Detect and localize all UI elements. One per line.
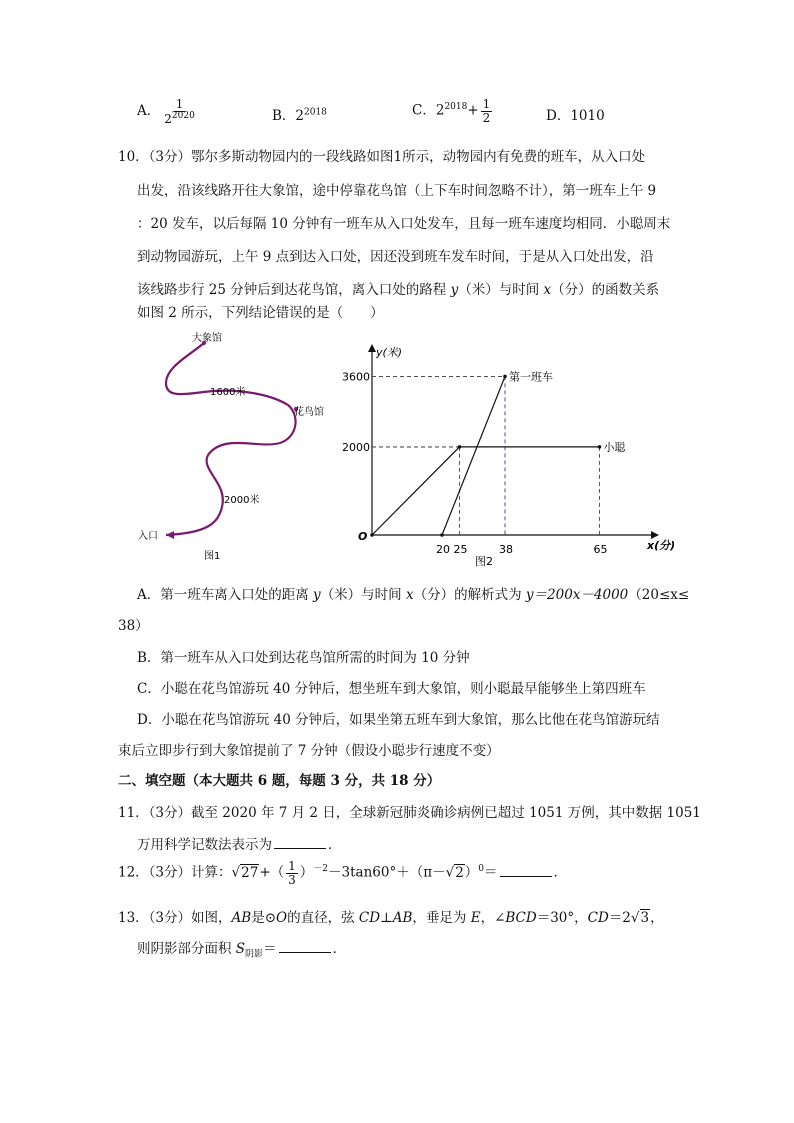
var: S xyxy=(235,941,246,957)
q10-choice-c: C．小聪在花鸟馆游玩 40 分钟后，想坐班车到大象馆，则小聪最早能够坐上第四班车 xyxy=(137,681,646,697)
base: 2 xyxy=(164,111,172,126)
x-axis-arrow-icon xyxy=(651,531,659,539)
entrance-arrow-icon xyxy=(166,531,174,539)
data-point xyxy=(503,375,507,379)
q9-option-c xyxy=(412,98,494,124)
label-entrance: 入口 xyxy=(138,531,158,542)
exponent: 2020 xyxy=(171,110,195,121)
subscript: 阴影 xyxy=(245,949,264,960)
var-y: y xyxy=(450,282,459,298)
option-label: C． xyxy=(412,102,436,119)
label-bird-hall: 花鸟馆 xyxy=(294,407,324,418)
text: 则阴影部分面积 xyxy=(137,941,236,957)
text: ＝30°， xyxy=(536,910,588,926)
q10-choice-d-line-2: 束后立即步行到大象馆提前了 7 分钟（假设小聪步行速度不变） xyxy=(118,743,500,759)
data-point xyxy=(440,533,444,537)
x-axis-label: x(分) xyxy=(647,539,676,552)
fraction xyxy=(162,98,197,125)
var: CD xyxy=(587,910,609,926)
q9-option-b xyxy=(272,104,327,124)
q10-line-6: 如图 2 所示，下列结论错误的是（ ） xyxy=(137,305,384,321)
chart-title: 图2 xyxy=(475,555,493,568)
var: O xyxy=(276,910,288,926)
text: ＝ xyxy=(484,864,498,881)
text: （米）与时间 xyxy=(458,282,544,298)
figure-2-chart xyxy=(342,335,690,570)
text: ） xyxy=(464,864,479,881)
figure-1-caption: 图1 xyxy=(204,551,221,562)
option-label: A． xyxy=(137,103,161,120)
exponent: 2018 xyxy=(444,102,468,113)
q9-option-d: D．1010 xyxy=(546,108,605,124)
series-label: 小聪 xyxy=(603,440,626,454)
figure-1-route-map xyxy=(130,325,340,570)
text: 该线路步行 25 分钟后到达花鸟馆，离入口处的路程 xyxy=(137,282,451,298)
text: ，垂足为 xyxy=(412,910,471,926)
radicand: 27 xyxy=(241,864,259,881)
var-x: x xyxy=(543,282,552,298)
answer-blank[interactable] xyxy=(500,864,552,877)
option-label: B． xyxy=(272,108,296,124)
q10-line-3: ：20 发车，以后每隔 10 分钟有一班车从入口处发车，且每一班车速度均相同．小聪周末 xyxy=(137,216,671,232)
var: BCD xyxy=(505,910,537,926)
radicand: 2 xyxy=(455,864,464,881)
data-point xyxy=(370,533,374,537)
text: A．第一班车离入口处的距离 xyxy=(137,587,314,603)
var: CD xyxy=(358,910,381,926)
var: AB xyxy=(392,910,413,926)
origin-label: O xyxy=(358,530,368,543)
y-axis-label: y(米) xyxy=(376,346,403,359)
equation: y＝200x－4000 xyxy=(525,587,629,603)
text: ＝2 xyxy=(608,910,631,926)
radicand: 3 xyxy=(640,910,650,926)
q10-choice-a-line-1 xyxy=(137,583,689,603)
series-label: 第一班车 xyxy=(509,370,553,384)
series-line xyxy=(372,447,600,535)
x-tick-label: 38 xyxy=(499,543,513,556)
q10-line-5 xyxy=(137,278,659,298)
fraction-denominator xyxy=(162,112,197,126)
label-distance-lower: 2000米 xyxy=(224,495,260,506)
q10-line-4: 到动物园游玩，上午 9 点到达入口处，因还没到班车发车时间，于是从入口处出发，沿 xyxy=(137,249,654,265)
text: 万用科学记数法表示为 xyxy=(137,837,272,853)
q11-line-2 xyxy=(137,833,342,853)
sqrt-sign: √ xyxy=(231,864,241,881)
data-point xyxy=(458,445,462,449)
text: 12．（3分）计算： xyxy=(118,864,232,881)
fraction-numerator: 1 xyxy=(482,97,491,111)
q11-line-1: 11．（3分）截至 2020 年 7 月 2 日，全球新冠肺炎确诊病例已超过 1051 万例，其中数据 1051 xyxy=(118,805,701,821)
text: （分）的解析式为 xyxy=(413,587,526,603)
label-distance-upper: 1600米 xyxy=(210,387,246,398)
text: ， xyxy=(650,910,664,926)
label-elephant-hall: 大象馆 xyxy=(192,333,222,344)
x-tick-label: 20 xyxy=(436,543,450,556)
q10-choice-d-line-1: D．小聪在花鸟馆游玩 40 分钟后，如果坐第五班车到大象馆，那么比他在花鸟馆游玩结 xyxy=(137,712,660,728)
fraction-denominator: 3 xyxy=(288,872,296,887)
text: ． xyxy=(328,837,342,853)
answer-blank[interactable] xyxy=(274,836,326,849)
sqrt-sign: √ xyxy=(445,864,455,881)
text: ，∠ xyxy=(480,910,506,926)
fraction-numerator: 1 xyxy=(175,97,184,111)
section-2-heading: 二、填空题（本大题共 6 题，每题 3 分，共 18 分） xyxy=(118,773,441,789)
var: AB xyxy=(231,910,252,926)
plus-sign: + xyxy=(467,102,479,119)
fraction-denominator: 2 xyxy=(482,110,491,125)
var-x: x xyxy=(405,587,414,603)
x-tick-label: 65 xyxy=(593,543,608,556)
fraction xyxy=(286,860,298,886)
var-y: y xyxy=(313,587,321,603)
text: （20≤x≤ xyxy=(628,587,690,603)
sqrt-sign: √ xyxy=(630,910,640,926)
fraction xyxy=(481,98,493,124)
var: E xyxy=(470,910,481,926)
text: ． xyxy=(332,941,347,957)
base: 2 xyxy=(435,102,445,119)
text: ⊥ xyxy=(380,910,393,926)
q10-choice-a-line-2: 38） xyxy=(118,618,149,634)
q13-line-2 xyxy=(137,937,346,960)
text: ． xyxy=(553,864,568,881)
data-point xyxy=(598,445,602,449)
y-tick-label: 3600 xyxy=(342,370,370,384)
text: －3tan60°＋（π－ xyxy=(328,864,446,881)
y-axis-arrow-icon xyxy=(368,344,376,352)
text: 13．（3分）如图， xyxy=(118,910,232,926)
text: ＝ xyxy=(263,941,277,957)
text: 的直径，弦 xyxy=(287,910,359,926)
exponent: 0 xyxy=(478,864,485,875)
q10-choice-b: B．第一班车从入口处到达花鸟馆所需的时间为 10 分钟 xyxy=(137,650,470,666)
text: 是⊙ xyxy=(251,910,277,926)
x-tick-label: 25 xyxy=(453,543,468,556)
y-tick-label: 2000 xyxy=(342,440,370,454)
base: 2 xyxy=(295,108,305,124)
exponent: 2018 xyxy=(304,107,327,118)
q10-line-1: 10．（3分）鄂尔多斯动物园内的一段线路如图1所示，动物园内有免费的班车，从入口处 xyxy=(118,149,646,165)
q9-option-a xyxy=(137,98,199,125)
route-path xyxy=(166,343,296,535)
q10-line-2: 出发，沿该线路开往大象馆，途中停靠花鸟馆（上下车时间忽略不计），第一班车上午 9 xyxy=(137,183,657,199)
fraction-numerator: 1 xyxy=(288,859,296,873)
text: （米）与时间 xyxy=(320,587,406,603)
text: （分）的函数关系 xyxy=(551,282,660,298)
text: +（ xyxy=(259,864,285,881)
answer-blank[interactable] xyxy=(279,940,331,953)
exponent: －2 xyxy=(313,864,329,875)
q13-line-1 xyxy=(118,906,664,926)
q12-line: 12．（3分）计算：√27+（ $\frac{1}{3}$ ）$^{-2}-3\tan 60^\circ+(\pi-√2)^0=$ ． xyxy=(118,859,568,887)
